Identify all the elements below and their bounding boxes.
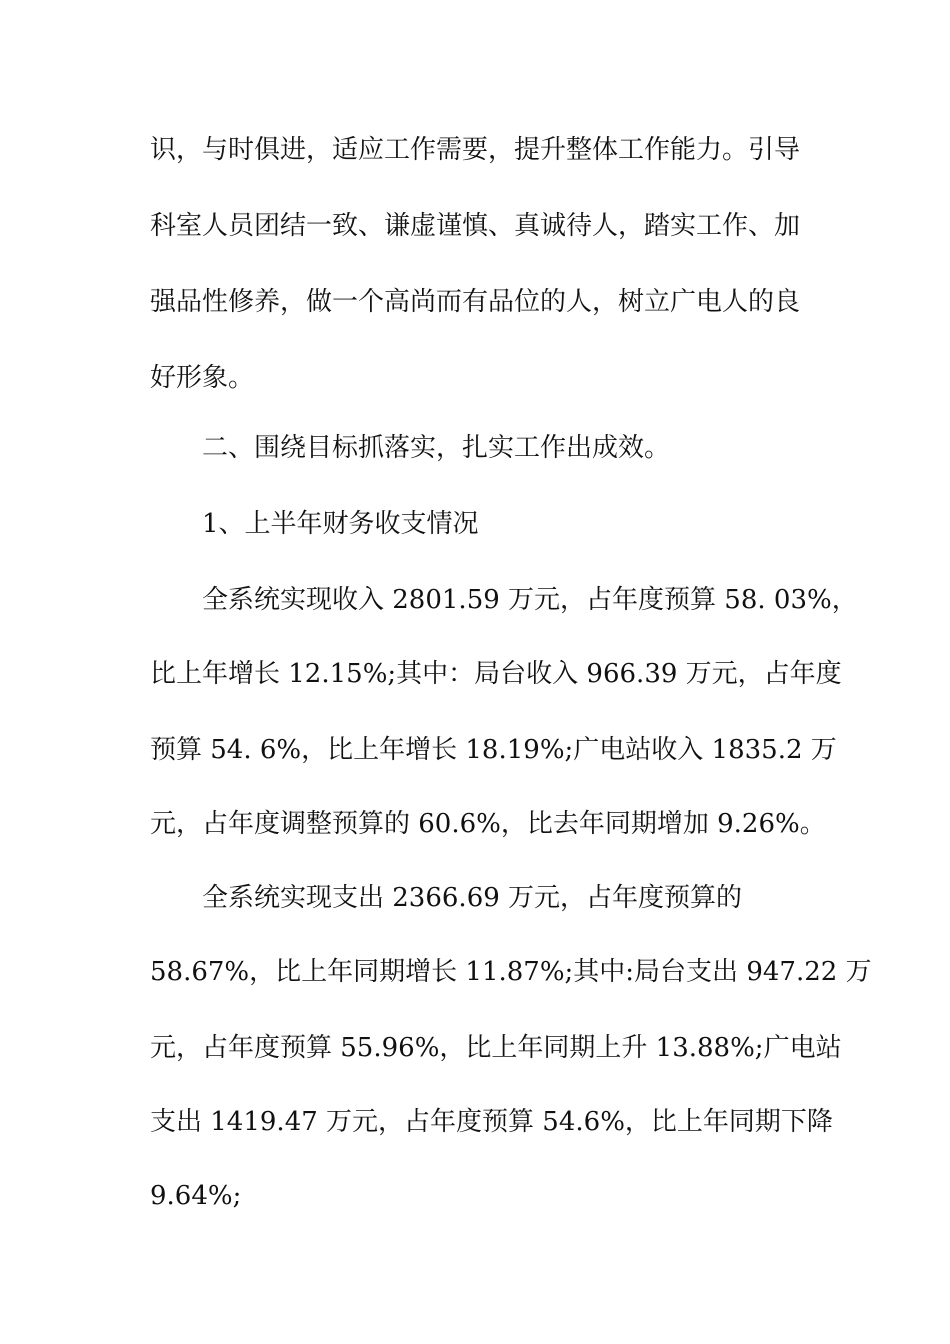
text-line: 强品性修养，做一个高尚而有品位的人，树立广电人的良 — [150, 287, 801, 317]
text-line: 科室人员团结一致、谦虚谨慎、真诚待人，踏实工作、加 — [150, 211, 801, 241]
text-line: 全系统实现收入 2801.59 万元，占年度预算 58. 03%， — [202, 585, 858, 615]
text-line: 58.67%，比上年同期增长 11.87%;其中:局台支出 947.22 万 — [150, 957, 872, 987]
text-line: 识，与时俱进，适应工作需要，提升整体工作能力。引导 — [150, 135, 801, 165]
text-line: 元，占年度调整预算的 60.6%，比去年同期增加 9.26%。 — [150, 809, 826, 839]
section-heading: 二、围绕目标抓落实，扎实工作出成效。 — [202, 433, 671, 463]
text-line: 预算 54. 6%，比上年增长 18.19%;广电站收入 1835.2 万 — [150, 735, 837, 765]
text-line: 比上年增长 12.15%;其中：局台收入 966.39 万元，占年度 — [150, 659, 842, 689]
subsection-heading: 1、上半年财务收支情况 — [202, 509, 479, 539]
text-line: 元，占年度预算 55.96%，比上年同期上升 13.88%;广电站 — [150, 1033, 842, 1063]
text-line: 好形象。 — [150, 363, 255, 393]
text-line: 9.64%; — [150, 1181, 242, 1211]
text-line: 全系统实现支出 2366.69 万元，占年度预算的 — [202, 883, 743, 913]
text-line: 支出 1419.47 万元，占年度预算 54.6%，比上年同期下降 — [150, 1107, 833, 1137]
